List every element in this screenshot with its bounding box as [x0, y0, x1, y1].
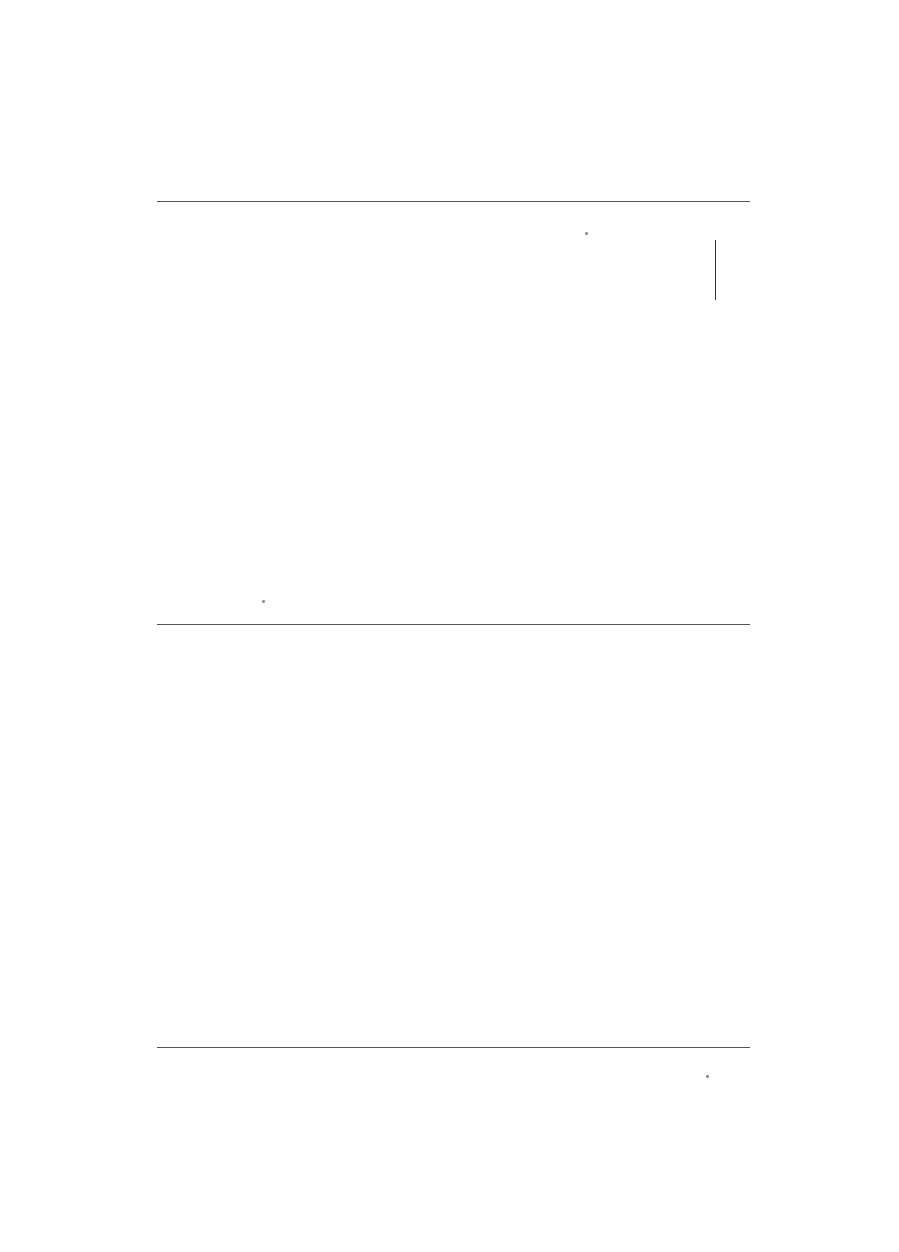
- middle-rule: [157, 624, 750, 625]
- top-rule: [157, 201, 750, 202]
- stray-dot: [706, 1075, 709, 1078]
- stray-dot: [585, 232, 588, 235]
- footnote-divider: [715, 240, 716, 300]
- stray-dot: [262, 600, 265, 603]
- bottom-rule: [157, 1047, 750, 1048]
